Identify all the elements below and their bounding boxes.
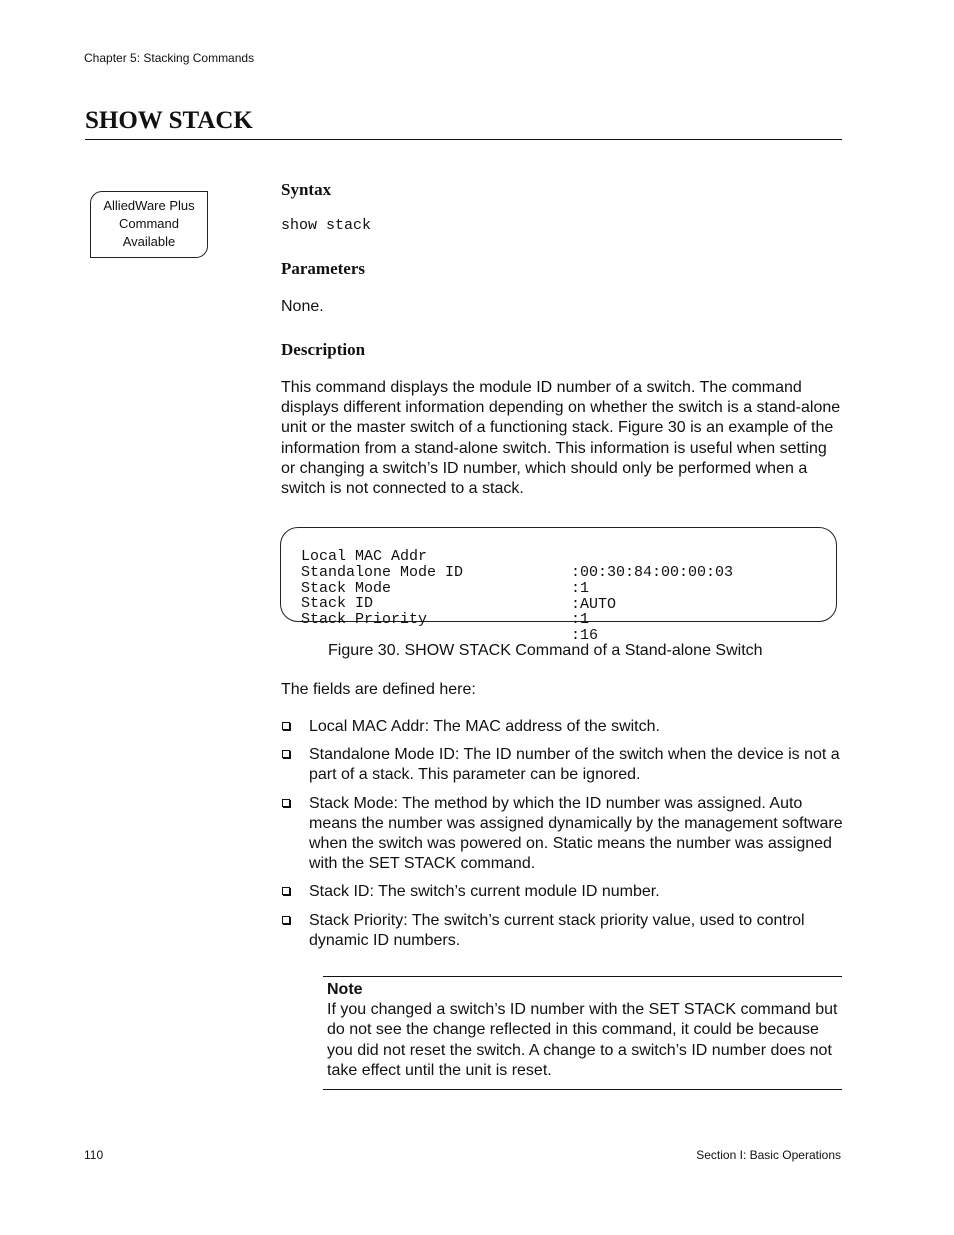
output-value: :00:30:84:00:00:03 bbox=[571, 564, 734, 581]
syntax-command: show stack bbox=[281, 217, 372, 234]
list-item-text: Standalone Mode ID: The ID number of the switch when the device is not a part of a stack. This parameter can be ignored. bbox=[309, 746, 840, 784]
output-label: Stack ID bbox=[301, 595, 374, 612]
syntax-heading: Syntax bbox=[281, 180, 332, 199]
badge-line: AlliedWare Plus bbox=[103, 198, 195, 213]
description-text: This command displays the module ID number of a switch. The command displays different information depending on whether the switch is a stand-alone unit or the master switch of a functioning stack. Figure 30 is an example of the information from a stand-alone switch. This information is useful when setting or changing a switch’s ID number, which should only be performed when a switch is not connected to a stack. bbox=[281, 379, 841, 498]
output-label: Standalone Mode ID bbox=[301, 564, 464, 581]
field-definition-list bbox=[281, 717, 843, 959]
square-bullet-icon bbox=[282, 750, 290, 758]
section-footer: Section I: Basic Operations bbox=[696, 1148, 841, 1162]
output-value: :1 bbox=[571, 611, 590, 628]
output-label: Stack Priority bbox=[301, 611, 428, 628]
note-box bbox=[323, 976, 842, 1090]
command-output-figure bbox=[280, 527, 837, 644]
list-item-text: Stack ID: The switch’s current module ID number. bbox=[309, 883, 660, 901]
square-bullet-icon bbox=[282, 916, 290, 924]
page-title: SHOW STACK bbox=[85, 106, 842, 140]
parameters-text: None. bbox=[281, 298, 324, 315]
square-bullet-icon bbox=[282, 722, 290, 730]
badge-line: Command bbox=[119, 216, 179, 231]
list-item-text: Stack Priority: The switch’s current stack priority value, used to control dynamic ID numbers. bbox=[309, 911, 805, 949]
output-label: Local MAC Addr bbox=[301, 548, 428, 565]
note-title: Note bbox=[327, 981, 363, 998]
output-label: Stack Mode bbox=[301, 580, 392, 597]
list-item bbox=[281, 794, 843, 875]
figure-caption: Figure 30. SHOW STACK Command of a Stand-alone Switch bbox=[328, 642, 763, 659]
description-heading: Description bbox=[281, 340, 366, 359]
list-item bbox=[281, 745, 843, 785]
square-bullet-icon bbox=[282, 887, 290, 895]
page-number: 110 bbox=[84, 1148, 104, 1162]
output-value: :AUTO bbox=[571, 596, 617, 613]
list-item bbox=[281, 911, 843, 951]
fields-intro: The fields are defined here: bbox=[281, 681, 476, 698]
badge-line: Available bbox=[122, 234, 176, 249]
list-item bbox=[281, 882, 843, 902]
running-header: Chapter 5: Stacking Commands bbox=[84, 51, 255, 65]
list-item bbox=[281, 717, 843, 737]
square-bullet-icon bbox=[282, 799, 290, 807]
note-text: If you changed a switch’s ID number with the SET STACK command but do not see the change reflected in this command, it could be because you did not reset the switch. A change to a switch’s ID number does not take effect until the unit is reset. bbox=[327, 1001, 838, 1079]
alliedware-plus-badge bbox=[90, 191, 208, 258]
parameters-heading: Parameters bbox=[281, 259, 366, 278]
list-item-text: Local MAC Addr: The MAC address of the switch. bbox=[309, 718, 660, 735]
output-value: :16 bbox=[571, 627, 599, 644]
list-item-text: Stack Mode: The method by which the ID number was assigned. Auto means the number was assigned dynamically by the management software when the switch was powered on. Static means the number was assigned with the SET STACK command. bbox=[309, 794, 843, 873]
output-value: :1 bbox=[571, 580, 590, 597]
